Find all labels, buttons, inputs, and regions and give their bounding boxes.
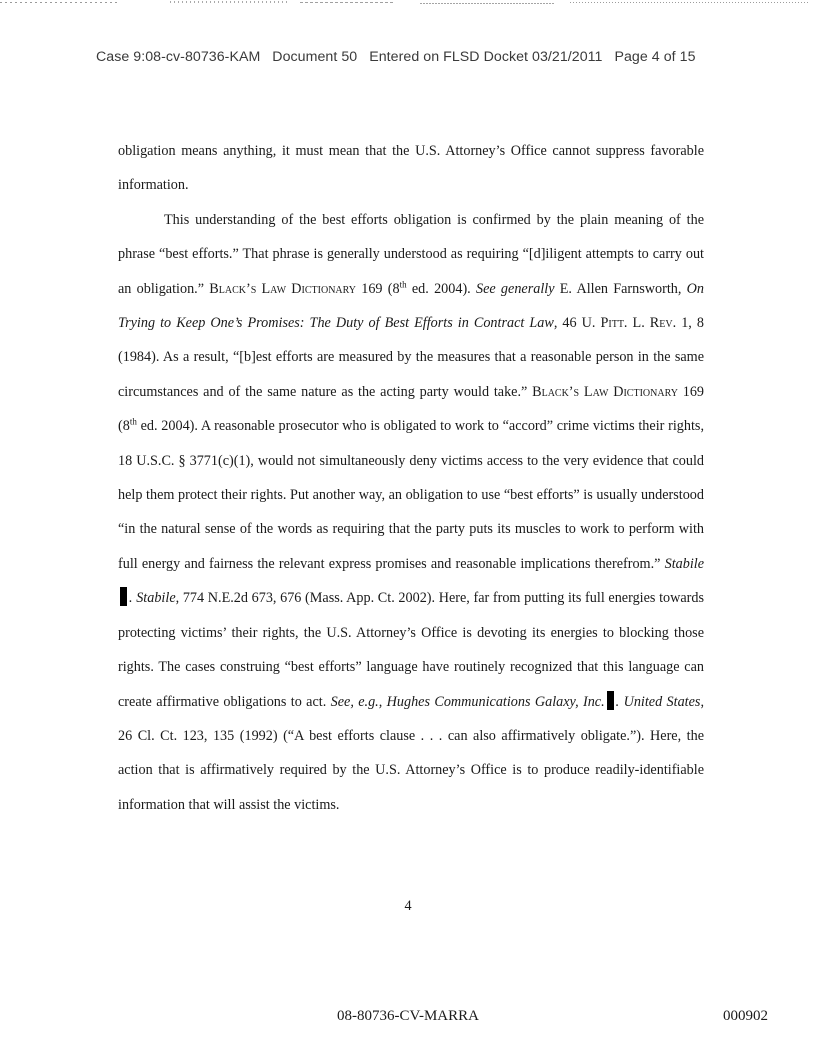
text-run: ed. 2004).: [406, 280, 476, 297]
footer-case-number: 08-80736-CV-MARRA: [337, 1008, 479, 1024]
docket-header: Case 9:08-cv-80736-KAM Document 50 Entered on FLSD Docket 03/21/2011 Page 4 of 15: [96, 49, 696, 65]
case-name-part: See, e.g., Hughes Communications Galaxy, Inc.: [330, 693, 605, 710]
text-run: , 26 Cl. Ct. 123, 135 (1992) (“A best efforts clause . . . can also affirmatively obligate.”). Here, the action that is affirmatively required by the U.S. Attorney’s Office is to produce readily-identifiable information that will assist the victims.: [118, 693, 704, 813]
redaction-mark: [607, 691, 614, 710]
case-name-part: . Stabile: [129, 590, 176, 607]
text-run: , 46 U.: [553, 315, 601, 332]
document-body: [118, 134, 704, 822]
footer-bates-number: 000902: [723, 1008, 768, 1024]
citation-blacks-law: Black’s Law Dictionary: [532, 383, 678, 400]
text-run: 1, 8 (1984). As a result, “[b]est efforts are measured by the measures that a reasonable person in the same circumstances and of the same nature as the acting party would take.”: [118, 315, 704, 400]
text-run: E. Allen Farnsworth,: [554, 280, 687, 297]
citation-blacks-law: Black’s Law Dictionary: [209, 280, 356, 297]
superscript: th: [129, 416, 137, 427]
text-run: 169 (8: [118, 383, 705, 435]
citation-pitt-law-review: Pitt. L. Rev.: [600, 315, 677, 332]
signal-see-generally: See generally: [475, 280, 555, 297]
superscript: th: [399, 278, 407, 289]
case-name-part: . United States: [615, 693, 701, 710]
scan-artifact: [0, 0, 816, 10]
paragraph-1: [118, 134, 704, 203]
text-run: ed. 2004). A reasonable prosecutor who is obligated to work to “accord” crime victims their rights, 18 U.S.C. § 3771(c)(1), would not simultaneously deny victims access to the very evidence that could help them protect their rights. Put another way, an obligation to use “best efforts” is usually understood “in the natural sense of the words as requiring that the party puts its muscles to work to perform with full energy and fairness the relevant express promises and reasonable implications therefrom.”: [118, 418, 704, 572]
paragraph-2: [118, 203, 704, 822]
article-title: On Trying to Keep One’s Promises: The Duty of Best Efforts in Contract Law: [118, 280, 705, 332]
case-name-part: Stabile: [664, 555, 704, 572]
redaction-mark: [120, 587, 127, 606]
text-run: , 774 N.E.2d 673, 676 (Mass. App. Ct. 2002). Here, far from putting its full energies towards protecting victims’ their rights, the U.S. Attorney’s Office is devoting its energies to blocking those rights. The cases construing “best efforts” language have routinely recognized that this language can create affirmative obligations to act.: [118, 590, 705, 710]
text-run: 169 (8: [355, 280, 400, 297]
paragraph-1-text: obligation means anything, it must mean that the U.S. Attorney’s Office cannot suppress favorable information.: [118, 143, 704, 194]
text-run: This understanding of the best efforts obligation is confirmed by the plain meaning of the phrase “best efforts.” That phrase is generally understood as requiring “[d]iligent attempts to carry out an obligation.”: [118, 211, 704, 297]
page-number: 4: [404, 898, 412, 914]
